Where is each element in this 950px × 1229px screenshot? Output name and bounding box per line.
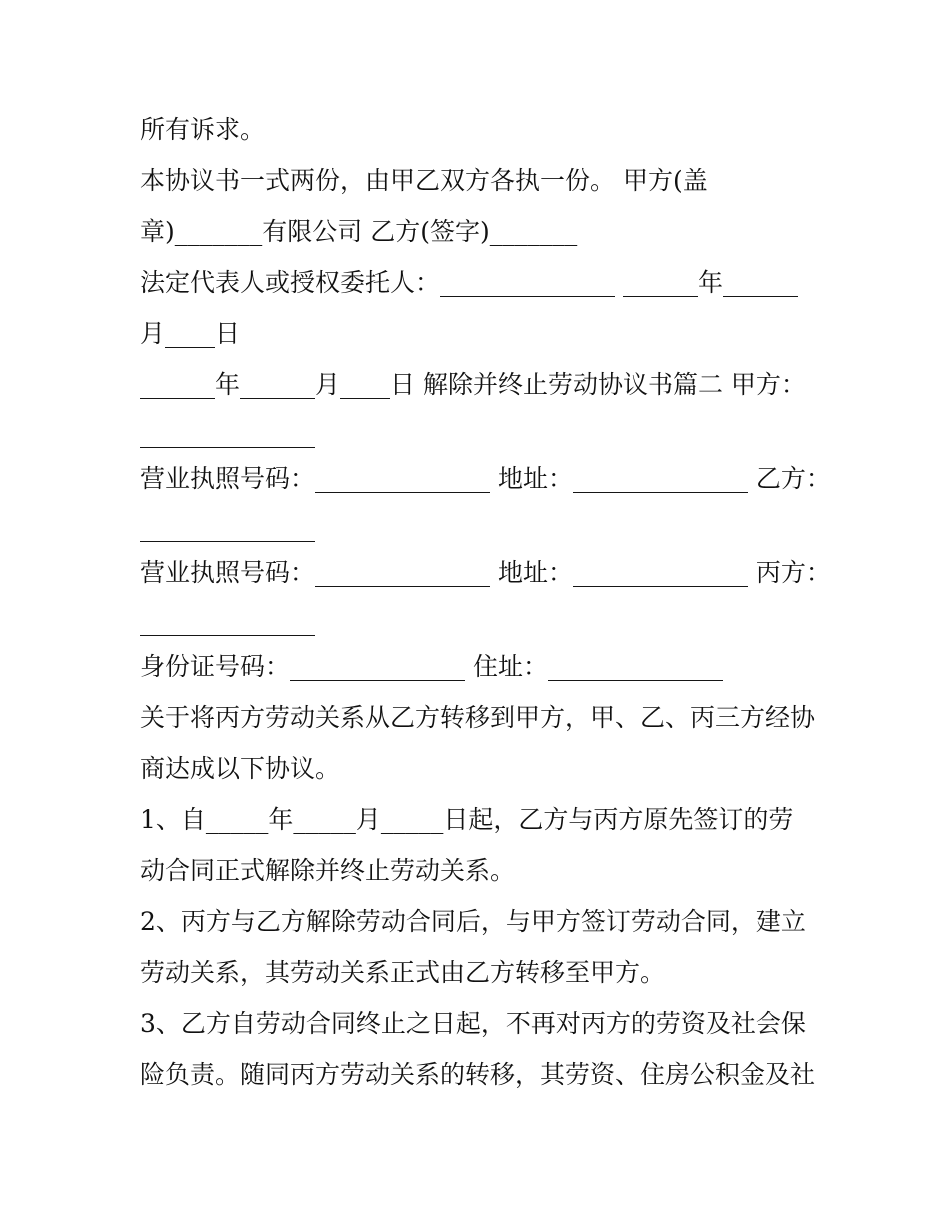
- text-line: 法定代表人或授权委托人：______________ ______年______: [140, 268, 798, 297]
- text-line: 劳动关系，其劳动关系正式由乙方转移至甲方。: [140, 958, 666, 987]
- text-line: 1、自_____年_____月_____日起，乙方与丙方原先签订的劳: [140, 805, 794, 834]
- text-line: 营业执照号码：______________ 地址：______________ 丙方：: [140, 558, 831, 587]
- text-line: 身份证号码：______________ 住址：______________: [140, 652, 723, 681]
- text-line: 3、乙方自劳动合同终止之日起，不再对丙方的劳资及社会保: [140, 1009, 806, 1038]
- text-line: ______________: [140, 607, 315, 636]
- text-line: 营业执照号码：______________ 地址：______________ 乙方：: [140, 464, 831, 493]
- text-line: 章)_______有限公司 乙方(签字)_______: [140, 217, 578, 246]
- text-line: ______年______月____日 解除并终止劳动协议书篇二 甲方：: [140, 370, 806, 399]
- text-line: 所有诉求。: [140, 115, 266, 144]
- text-line: 商达成以下协议。: [140, 754, 341, 783]
- text-line: 关于将丙方劳动关系从乙方转移到甲方，甲、乙、丙三方经协: [140, 703, 816, 732]
- text-line: ______________: [140, 419, 315, 448]
- text-line: 险负责。随同丙方劳动关系的转移，其劳资、住房公积金及社: [140, 1060, 816, 1089]
- text-line: 动合同正式解除并终止劳动关系。: [140, 856, 516, 885]
- text-line: 月____日: [140, 319, 241, 348]
- text-line: 2、丙方与乙方解除劳动合同后，与甲方签订劳动合同，建立: [140, 907, 806, 936]
- text-line: 本协议书一式两份，由甲乙双方各执一份。 甲方(盖: [140, 166, 708, 195]
- text-line: ______________: [140, 513, 315, 542]
